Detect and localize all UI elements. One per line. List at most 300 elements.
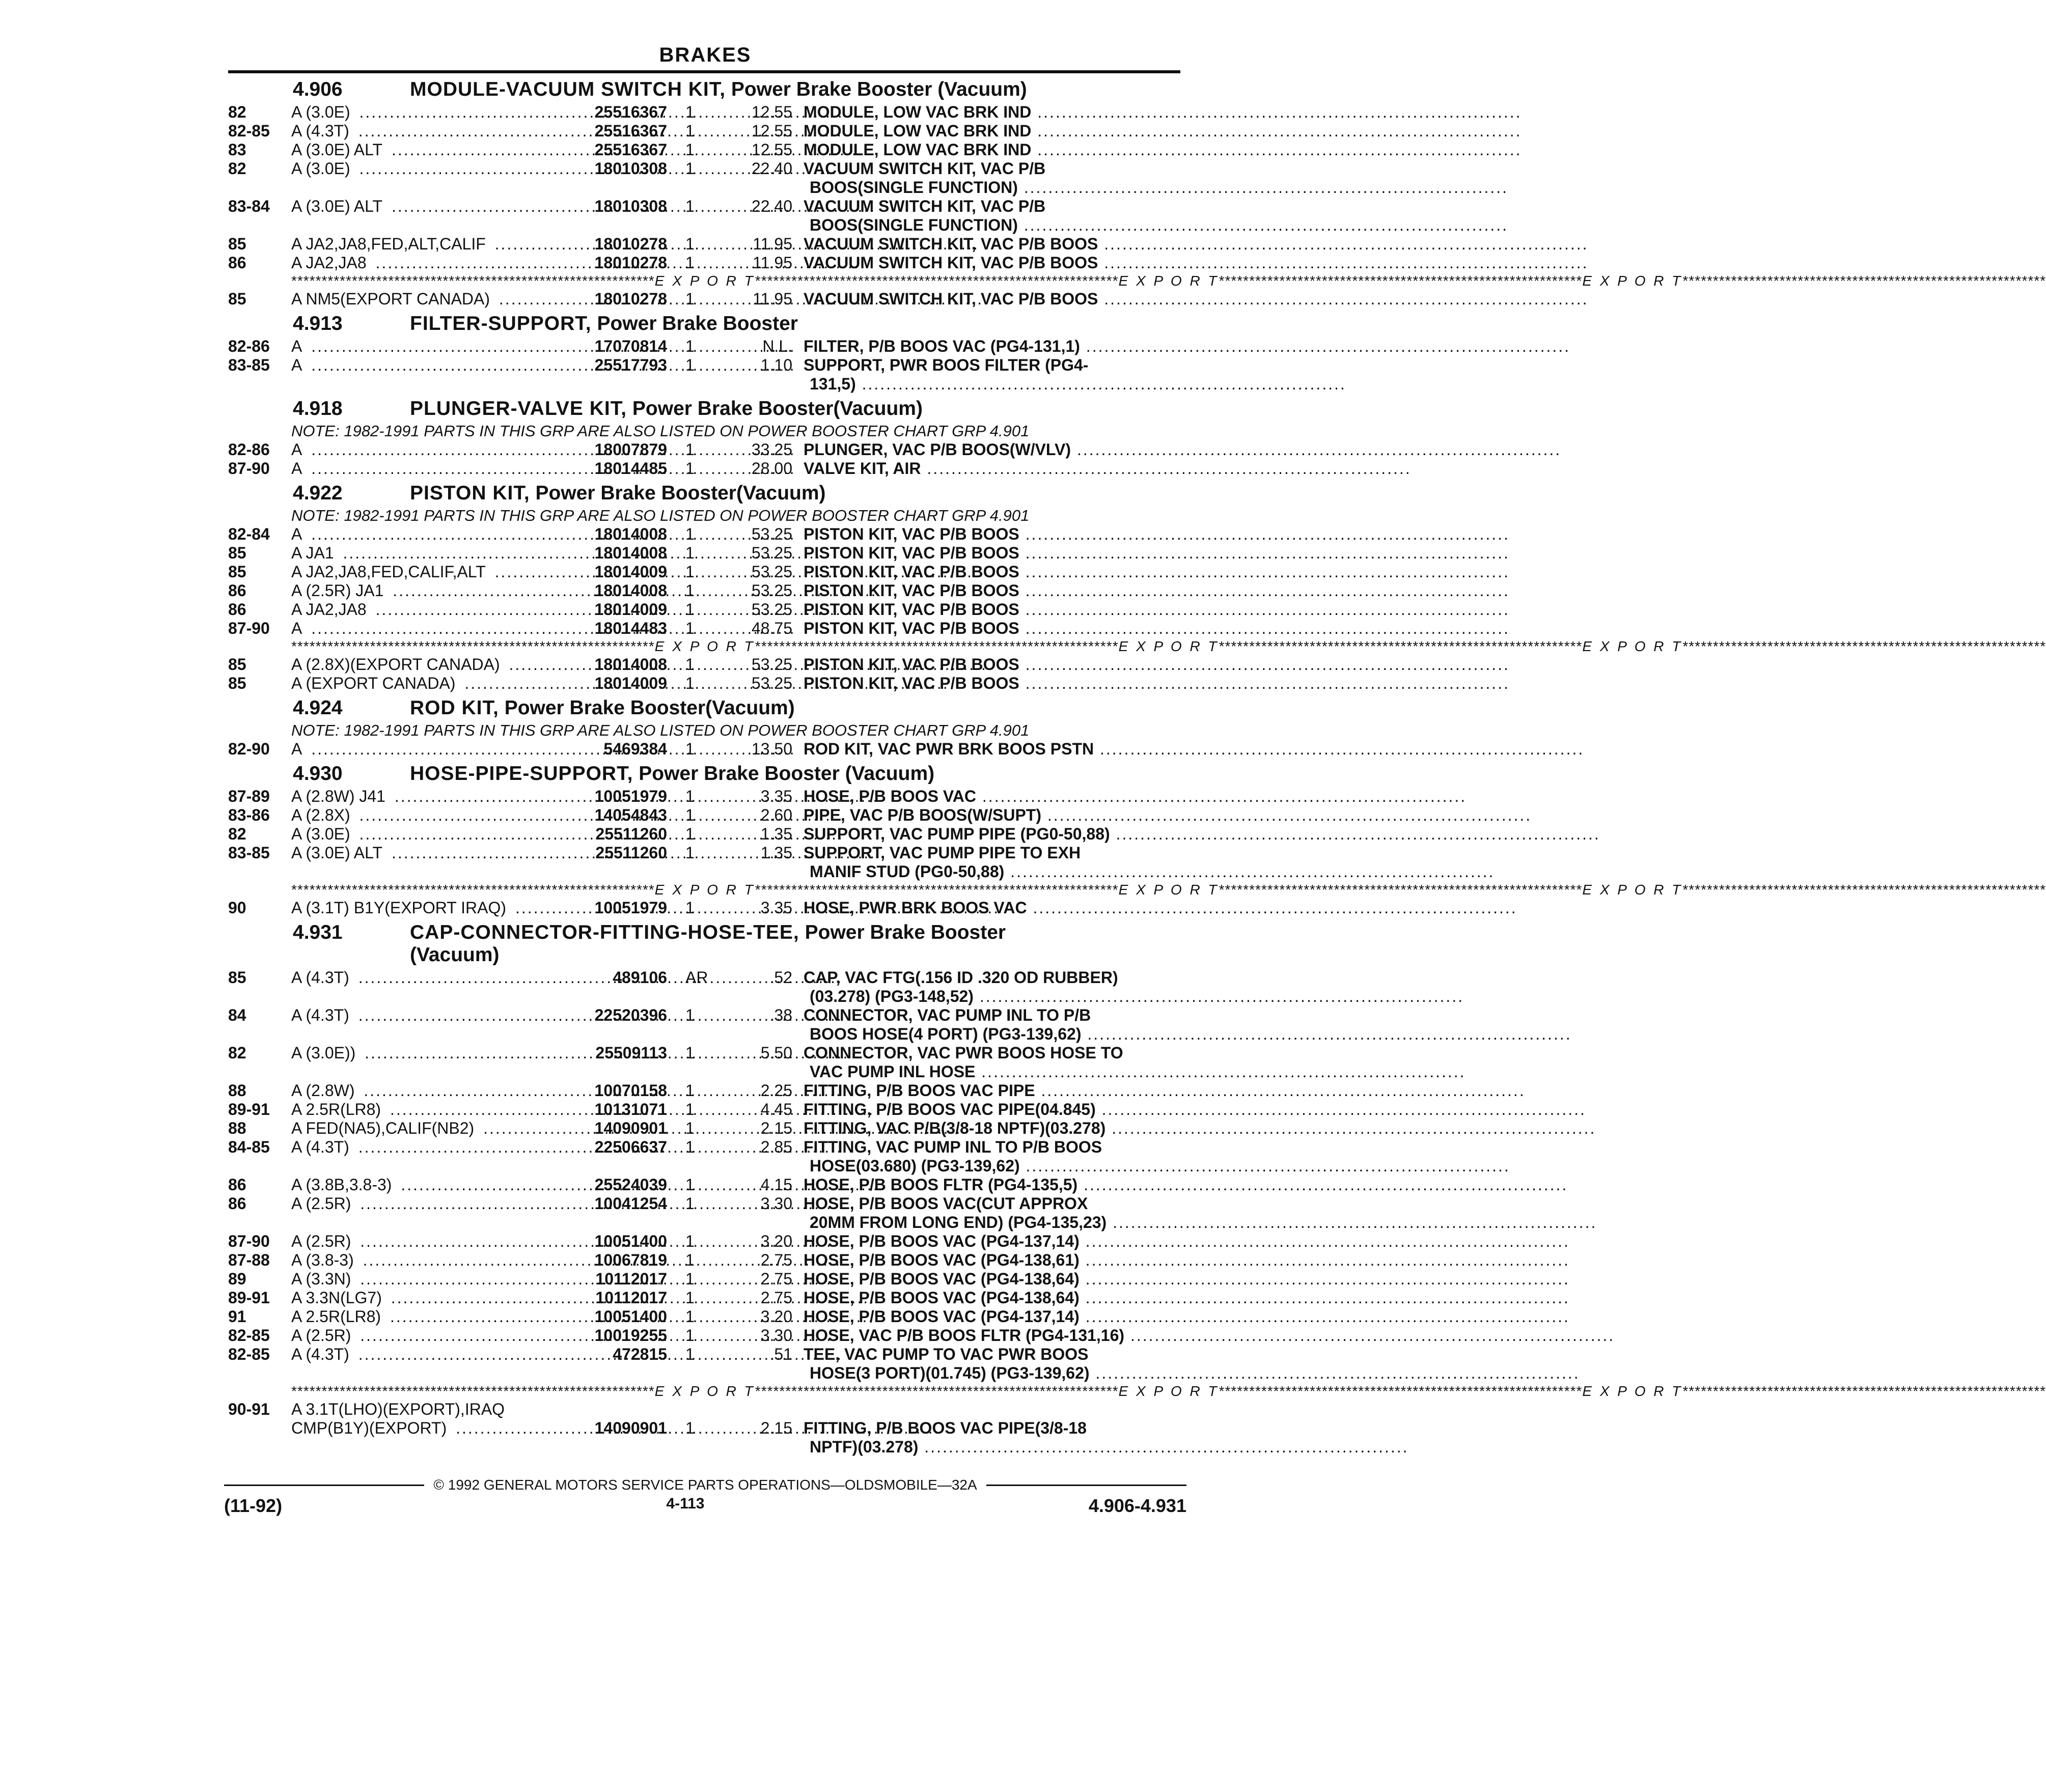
part-number: 18014009 [594,563,667,581]
application [291,1044,570,1062]
spacer [224,987,791,1006]
application-text: CMP(B1Y)(EXPORT) [291,1419,450,1437]
price: 3.30 [760,1326,792,1345]
price: 11.95 [753,235,792,253]
description-text: CONNECTOR, VAC PUMP INL TO P/B [804,1006,1091,1024]
quantity: 1 [685,141,695,159]
part-row [224,254,1186,272]
quantity: 1 [685,440,695,459]
description-cont [791,1025,1186,1044]
part-row [224,1419,1186,1438]
description-text: HOSE, P/B BOOS VAC [804,787,977,805]
part-row [224,1044,1186,1062]
description-cont-text: MANIF STUD (PG0-50,88) [810,862,1005,881]
part-row [224,290,1186,309]
part-number: 10131071 [594,1100,667,1118]
application-text: A [291,337,305,355]
application-text: A JA2,JA8,FED,ALT,CALIF [291,235,489,253]
quantity: 1 [685,525,695,543]
export-stars: ************************************************************ [755,273,1119,289]
quantity: 1 [685,581,695,600]
price: 2.25 [760,1081,792,1100]
export-label: E X P O R T [1582,882,1683,898]
part-number: 22506637 [594,1138,667,1156]
export-stars: ************************************************************ [1682,882,2046,898]
model-years: 88 [228,1081,246,1100]
description-text: FITTING, VAC PUMP INL TO P/B BOOS [804,1138,1102,1156]
model-years [224,1419,291,1438]
quantity: 1 [685,1326,695,1345]
description [804,1138,1180,1157]
group-number: 4.906 [293,78,343,100]
model-years: 82-85 [228,122,270,140]
description [804,1251,1180,1270]
application-text: A (3.8-3) [291,1251,357,1269]
price: 28.00 [751,459,792,478]
description-cont [791,178,1186,197]
quantity: 1 [685,655,695,674]
description [804,440,1180,459]
description-text: CONNECTOR, VAC PWR BOOS HOSE TO [804,1044,1123,1062]
description [804,825,1180,844]
section-title [224,921,1186,966]
price: N.L. [762,337,792,355]
part-row [224,787,1186,806]
description-text: VACUUM SWITCH KIT, VAC P/B BOOS [804,290,1098,308]
description-text: CAP, VAC FTG(.156 ID .320 OD RUBBER) [804,968,1118,987]
price: 33.25 [751,440,792,459]
model-years: 83-85 [228,844,270,862]
model-years: 88 [228,1119,246,1137]
application-text: A (2.8X)(EXPORT CANADA) [291,655,503,674]
export-stars: ************************************************************ [1682,1383,2046,1399]
group-subtitle: Power Brake Booster [597,313,798,334]
price: .52 [769,968,792,987]
spacer [224,1364,791,1383]
application [291,254,570,272]
section-title [224,78,1186,101]
price: 5.50 [760,1044,792,1062]
description-text: HOSE, P/B BOOS VAC (PG4-138,64) [804,1289,1080,1307]
part-number: 10051400 [594,1232,667,1250]
application-text: A (2.8W) [291,1081,357,1100]
group-number: 4.913 [293,313,343,334]
application [291,899,570,917]
part-number: 25511260 [595,844,667,862]
export-stars: ************************************************************ [755,882,1119,898]
description [804,1006,1180,1025]
spacer [224,375,791,394]
application-text: A (4.3T) [291,1138,352,1156]
description-text: FITTING, P/B BOOS VAC PIPE(3/8-18 [804,1419,1087,1437]
part-number: 25524039 [594,1175,667,1194]
model-years: 82-86 [228,440,270,459]
model-years: 87-90 [228,1232,270,1250]
description [804,1194,1180,1213]
application [291,674,570,693]
application [291,1175,570,1194]
description-text: SUPPORT, VAC PUMP PIPE (PG0-50,88) [804,825,1110,843]
description-cont-row [224,1062,1186,1081]
price: 12.55 [751,141,792,159]
part-number: 25516367 [594,141,667,159]
description-text: HOSE, P/B BOOS VAC (PG4-138,61) [804,1251,1080,1269]
copyright: © 1992 GENERAL MOTORS SERVICE PARTS OPERATIONS—OLDSMOBILE—32A [433,1477,977,1493]
spacer [224,862,791,881]
part-number: 10019255 [594,1326,667,1345]
group-title: HOSE-PIPE-SUPPORT, [410,763,633,785]
description-text: PISTON KIT, VAC P/B BOOS [804,525,1019,543]
part-row [224,740,1186,759]
export-label: E X P O R T [654,882,755,898]
group-title: CAP-CONNECTOR-FITTING-HOSE-TEE, [410,921,799,943]
group-number: 4.922 [293,482,343,504]
part-row [224,968,1186,987]
price [729,1400,804,1419]
quantity: 1 [685,1100,695,1118]
application-text: A [291,740,305,758]
part-row [224,1119,1186,1138]
description [804,740,1180,759]
part-row [224,159,1186,178]
model-years: 89-91 [228,1289,270,1307]
model-years: 83-86 [228,806,270,824]
quantity: 1 [685,1081,695,1100]
application [291,103,570,122]
sections-container [224,78,2046,1457]
description-text: FITTING, VAC P/B(3/8-18 NPTF)(03.278) [804,1119,1106,1137]
export-label: E X P O R T [1582,1383,1683,1399]
description-text: FILTER, P/B BOOS VAC (PG4-131,1) [804,337,1080,355]
group-name [410,482,826,505]
quantity: 1 [685,563,695,581]
quantity: 1 [685,290,695,308]
application [291,1006,570,1025]
part-row [224,141,1186,159]
price: 48.75 [751,619,792,637]
export-divider [224,272,2046,290]
description-cont-text: HOSE(3 PORT)(01.745) (PG3-139,62) [810,1364,1090,1382]
model-years: 87-88 [228,1251,270,1269]
group-title: PISTON KIT, [410,482,530,504]
part-number: 18010308 [594,159,667,178]
price: .51 [769,1345,792,1363]
description-cont-text: 20MM FROM LONG END) (PG4-135,23) [810,1213,1107,1231]
application-text: A 3.1T(LHO)(EXPORT),IRAQ [291,1400,508,1418]
application-text: A [291,619,305,637]
application-text: A (4.3T) [291,1345,352,1363]
quantity: 1 [685,674,695,692]
part-number: 14090901 [594,1419,667,1437]
part-number: 18014009 [594,674,667,692]
description [804,1232,1180,1251]
application-text: A (3.1T) B1Y(EXPORT IRAQ) [291,899,509,917]
price: 2.15 [760,1419,792,1437]
price: 3.20 [760,1307,792,1326]
price: 11.95 [753,254,792,272]
application [291,440,570,459]
application-text: A (3.3N) [291,1270,354,1288]
description-text: PISTON KIT, VAC P/B BOOS [804,674,1019,692]
quantity: 1 [685,1289,695,1307]
export-stars: ************************************************************ [1219,273,1583,289]
application [291,1289,570,1307]
description-cont [791,1213,1186,1232]
price: 1.10 [760,356,792,374]
description [804,1270,1180,1289]
model-years: 91 [228,1307,246,1326]
export-stars: ************************************************************ [291,1383,655,1399]
application-text: A (4.3T) [291,968,352,987]
description-text: PISTON KIT, VAC P/B BOOS [804,563,1019,581]
part-row [224,1081,1186,1100]
application [291,619,570,638]
application-text: A FED(NA5),CALIF(NB2) [291,1119,477,1137]
quantity: 1 [685,459,695,478]
group-title: ROD KIT, [410,697,499,719]
description-cont-text: BOOS(SINGLE FUNCTION) [810,216,1018,234]
description [804,1044,1180,1062]
quantity: 1 [685,1419,695,1437]
section-title [224,697,1186,719]
description [804,1400,1180,1419]
description [804,1345,1180,1364]
description-cont-row [224,1213,1186,1232]
part-number: 10067819 [594,1251,667,1269]
part-number: 25516367 [594,103,667,121]
description [804,600,1180,619]
application-text: A [291,356,305,374]
quantity: 1 [685,1044,695,1062]
quantity: 1 [685,600,695,619]
application [291,235,570,254]
export-label: E X P O R T [1118,638,1219,654]
part-number: 10051400 [594,1307,667,1326]
description-cont-text: NPTF)(03.278) [810,1438,919,1456]
description-cont [791,862,1186,881]
application [291,655,570,674]
part-number: 17070814 [594,337,667,355]
quantity: 1 [685,356,695,374]
description-text: HOSE, P/B BOOS FLTR (PG4-135,5) [804,1175,1078,1194]
price: 3.35 [760,787,792,805]
group-note: NOTE: 1982-1991 PARTS IN THIS GRP ARE ALSO LISTED ON POWER BOOSTER CHART GRP 4.901 [291,422,1030,440]
application-text: A 3.3N(LG7) [291,1289,385,1307]
group-number: 4.930 [293,763,343,785]
model-years: 85 [228,290,246,308]
group-name [410,78,1027,101]
model-years: 82-86 [228,337,270,355]
application-text: A JA2,JA8 [291,600,370,619]
model-years: 86 [228,1175,246,1194]
export-stars: ************************************************************ [291,273,655,289]
description-text: HOSE, P/B BOOS VAC (PG4-137,14) [804,1232,1080,1250]
export-label: E X P O R T [654,273,755,289]
quantity: 1 [685,899,695,917]
part-row [224,1289,1186,1307]
application [291,459,570,478]
footer-line [224,1477,1186,1493]
part-number [570,1400,667,1419]
description [804,356,1180,375]
description-text: PISTON KIT, VAC P/B BOOS [804,600,1019,619]
part-number: 18014009 [594,600,667,619]
description-text: MODULE, LOW VAC BRK IND [804,103,1032,121]
quantity: 1 [685,1194,695,1213]
part-number: 489106 [613,968,667,987]
application-text: A (4.3T) [291,1006,352,1024]
application [291,563,570,581]
description-text: PISTON KIT, VAC P/B BOOS [804,619,1019,637]
description-cont-text: BOOS HOSE(4 PORT) (PG3-139,62) [810,1025,1082,1043]
description-text: PISTON KIT, VAC P/B BOOS [804,655,1019,674]
quantity: 1 [685,235,695,253]
part-number: 18014008 [594,544,667,562]
group-number: 4.918 [293,398,343,419]
model-years: 89 [228,1270,246,1288]
part-number: 14090901 [594,1119,667,1137]
description-cont-text: BOOS(SINGLE FUNCTION) [810,178,1018,197]
part-row [224,899,1186,917]
application-text: A (2.8X) [291,806,353,824]
application [291,337,570,356]
application-text: A (2.5R) [291,1232,354,1250]
spacer [224,1438,791,1457]
description [804,459,1180,478]
application-text: A (2.5R) JA1 [291,581,386,600]
model-years: 87-90 [228,459,270,478]
quantity: AR [685,968,708,987]
application-text: A [291,440,305,459]
description-text: MODULE, LOW VAC BRK IND [804,141,1032,159]
quantity: 1 [685,103,695,121]
quantity: 1 [685,1006,695,1024]
model-years: 83-84 [228,197,270,215]
description-cont-row [224,178,1186,197]
part-row [224,1138,1186,1157]
part-number: 10051979 [594,787,667,805]
part-row [224,806,1186,825]
part-row [224,337,1186,356]
description-cont-row [224,987,1186,1006]
description-cont [791,375,1186,394]
description-text: ROD KIT, VAC PWR BRK BOOS PSTN [804,740,1094,758]
part-number: 10112017 [595,1289,667,1307]
price: .38 [769,1006,792,1024]
application-text: A [291,459,305,478]
group-subtitle: Power Brake Booster (Vacuum) [731,78,1027,100]
price: 53.25 [751,581,792,600]
application-text: A (4.3T) [291,122,352,140]
part-number: 18014008 [594,525,667,543]
quantity: 1 [685,544,695,562]
description [804,254,1180,272]
description-cont [791,1157,1186,1175]
application [291,122,570,141]
part-number: 14054843 [594,806,667,824]
application [291,825,570,844]
part-number: 25516367 [594,122,667,140]
description-cont [791,987,1186,1006]
model-years: 82 [228,103,246,121]
application [291,1345,570,1364]
group-number: 4.931 [293,921,343,943]
description-cont-row [224,862,1186,881]
price: 53.25 [751,525,792,543]
quantity: 1 [685,1270,695,1288]
model-years: 86 [228,254,246,272]
model-years: 82-90 [228,740,270,758]
part-row [224,655,1186,674]
description-text: FITTING, P/B BOOS VAC PIPE [804,1081,1035,1100]
description [804,619,1180,638]
description-text: HOSE, P/B BOOS VAC (PG4-137,14) [804,1307,1080,1326]
spacer [224,1025,791,1044]
part-row [224,1251,1186,1270]
part-row [224,844,1186,862]
price: 11.95 [753,290,792,308]
page-number: 4-113 [666,1495,705,1512]
export-label: E X P O R T [1118,273,1219,289]
spacer [224,1157,791,1175]
spacer [224,1062,791,1081]
section-title [224,482,1186,505]
application [291,581,570,600]
quantity: 1 [685,619,695,637]
footer-bottom [224,1495,1186,1517]
description-text: SUPPORT, VAC PUMP PIPE TO EXH [804,844,1081,862]
description-text: VACUUM SWITCH KIT, VAC P/B [804,159,1046,178]
export-label: E X P O R T [654,1383,755,1399]
part-row [224,1400,1186,1419]
model-years: 82 [228,159,246,178]
export-label: E X P O R T [1582,273,1683,289]
part-row [224,1345,1186,1364]
group-name [410,697,795,719]
application [291,290,570,309]
part-row [224,1307,1186,1326]
application [291,1194,570,1213]
group-title: FILTER-SUPPORT, [410,313,592,334]
export-stars: ************************************************************ [755,638,1119,654]
description-cont-row [224,216,1186,235]
application-text: A (3.0E) ALT [291,197,385,215]
quantity: 1 [685,1119,695,1137]
quantity: 1 [685,1175,695,1194]
part-row [224,600,1186,619]
description [804,968,1180,987]
price: 1.35 [760,825,792,843]
price: 2.75 [760,1289,792,1307]
application [291,544,570,563]
application-text: A (2.8W) J41 [291,787,389,805]
application-text: A (EXPORT CANADA) [291,674,458,692]
part-number: 18014483 [594,619,667,637]
quantity: 1 [685,806,695,824]
part-row [224,1175,1186,1194]
part-row [224,674,1186,693]
application [291,600,570,619]
export-label: E X P O R T [1118,1383,1219,1399]
part-number: 18010308 [594,197,667,215]
description-cont [791,1438,1186,1457]
part-number: 10051979 [594,899,667,917]
export-label: E X P O R T [654,638,755,654]
description-cont-text: HOSE(03.680) (PG3-139,62) [810,1157,1020,1175]
application-text: A NM5(EXPORT CANADA) [291,290,493,308]
description-text: TEE, VAC PUMP TO VAC PWR BOOS [804,1345,1089,1363]
description-text: PISTON KIT, VAC P/B BOOS [804,581,1019,600]
